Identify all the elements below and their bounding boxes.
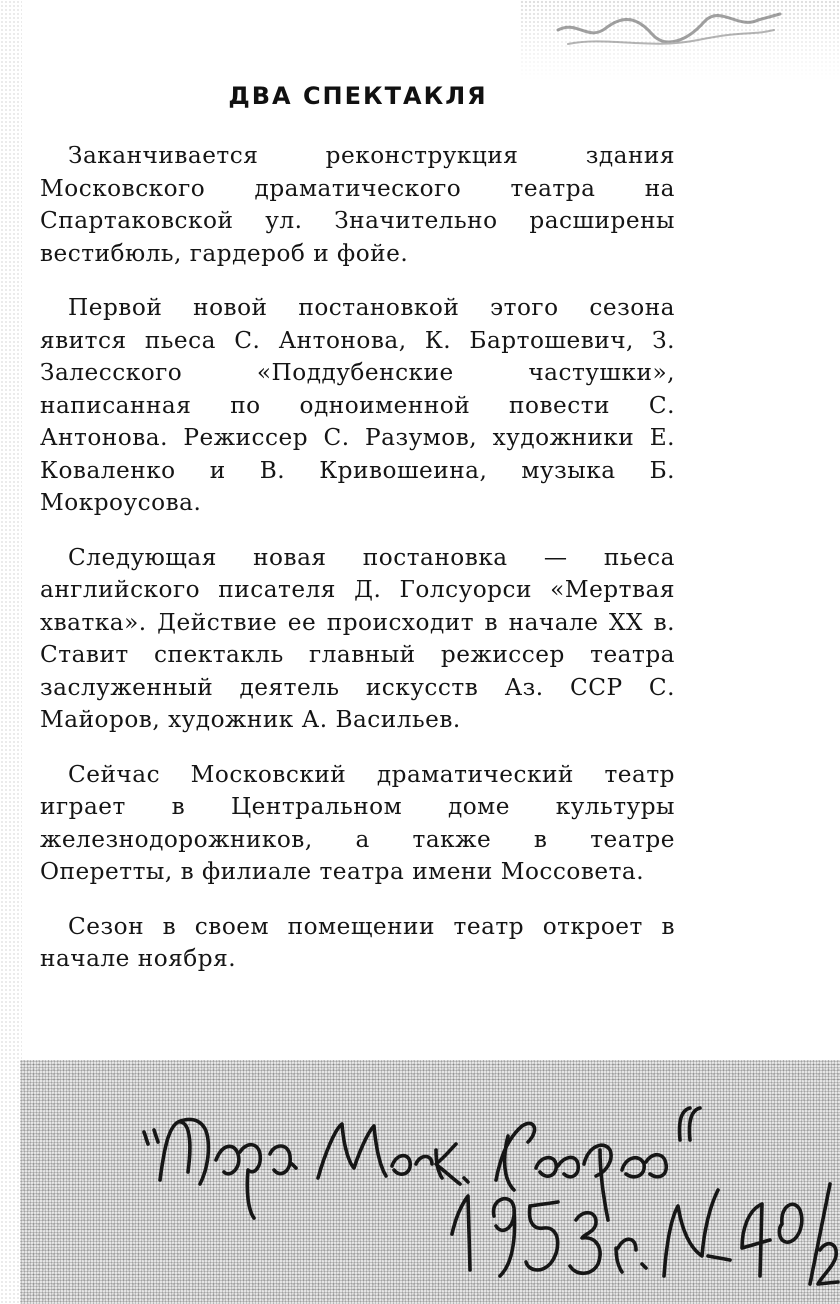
article-title: ДВА СПЕКТАКЛЯ	[228, 82, 488, 110]
scan-noise-left	[0, 0, 22, 1304]
article-paragraph-2: Первой новой постановкой этого сезона явится пьеса С. Антонова, К. Бартошевич, З. Залесского «Поддубенские частушки», написанная по одноименной повести С. Антонова. Режиссер С. Разумов, художники Е. Коваленко и В. Кривошеина, музыка Б. Мокроусова.	[40, 294, 675, 516]
article-paragraph-1: Заканчивается реконструкция здания Московского драматического театра на Спартаковской ул. Значительно расширены вестибюль, гардероб и фойе.	[40, 142, 675, 267]
article-paragraph-5: Сезон в своем помещении театр откроет в начале ноября.	[40, 912, 675, 972]
article-paragraph-4: Сейчас Московский драматический театр играет в Центральном доме культуры железнодорожников, а также в театре Оперетты, в филиале театра имени Моссовета.	[40, 760, 675, 885]
handwriting-drawing	[130, 1080, 840, 1304]
handwritten-source-note	[130, 1080, 840, 1304]
article-body	[40, 140, 675, 998]
article-paragraph-3: Следующая новая постановка — пьеса английского писателя Д. Голсуорси «Мертвая хватка». Действие ее происходит в начале XX в. Ставит спектакль главный режиссер театра заслуженный деятель искусств Аз. ССР С. Майоров, художник А. Васильев.	[40, 543, 675, 733]
corner-scrawl-mark	[548, 0, 788, 64]
